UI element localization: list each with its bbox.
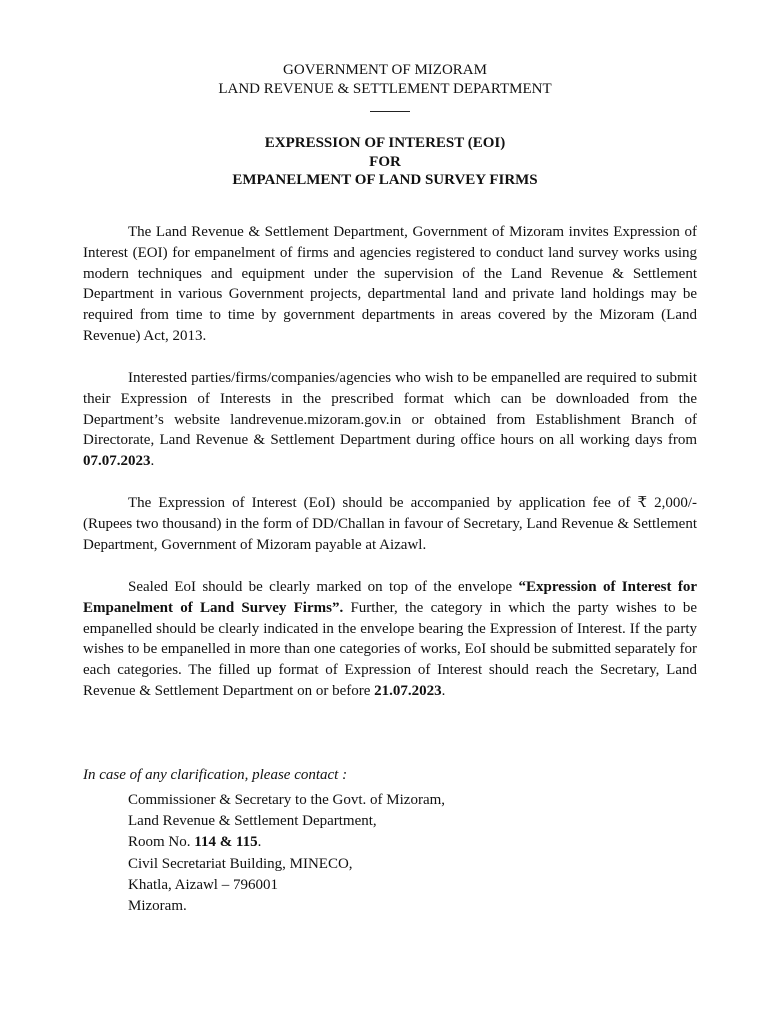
paragraph-submission-text: Interested parties/firms/companies/agencies who wish to be empanelled are required to submit their Expression of Interests in the prescribed format which can be downloaded from the Department’s website landrevenue.mizoram.gov.in or obtained from Establishment Branch of Directorate, Land Revenue & Settlement Department during office hours on all working days from	[83, 370, 697, 449]
address-line-building: Civil Secretariat Building, MINECO,	[128, 855, 353, 872]
title-empanelment: EMPANELMENT OF LAND SURVEY FIRMS	[232, 172, 538, 188]
envelope-marking: “Expression of Interest for Empanelment of Land Survey Firms”.	[83, 579, 698, 616]
paragraph-submission	[83, 368, 697, 472]
title-for: FOR	[369, 154, 401, 170]
paragraph-fee: The Expression of Interest (EoI) should be accompanied by application fee of ₹ 2,000/- (Rupees two thousand) in the form of DD/Challan in favour of Secretary, Land Revenue & Settlement Department, Government of Mizoram payable at Aizawl.	[83, 495, 697, 553]
paragraph-sealed-end: .	[441, 682, 446, 699]
address-line-office: Commissioner & Secretary to the Govt. of Mizoram,	[128, 792, 446, 808]
header-divider	[370, 111, 410, 112]
paragraph-submission-end: .	[150, 453, 155, 470]
paragraph-sealed-eoi	[83, 577, 697, 702]
contact-address	[128, 790, 445, 917]
deadline-date: 21.07.2023	[374, 682, 442, 699]
room-prefix: Room No.	[128, 834, 195, 851]
paragraph-sealed-mid: Further, the category in which the party wishes to be empanelled should be clearly indicated in the envelope bearing the Expression of Interest. If the party wishes to be empanelled in more than one categories of works, EoI should be submitted separately for each categories. The filled up format of Expression of Interest should reach the Secretary, Land Revenue & Settlement Department on or before	[83, 599, 697, 699]
room-numbers: 114 & 115	[194, 834, 258, 851]
paragraph-invitation: The Land Revenue & Settlement Department, Government of Mizoram invites Expression of Interest (EOI) for empanelment of firms and agencies registered to conduct land survey works using modern techniques and equipment under the supervision of the Land Revenue & Settlement Department in various Government projects, departmental land and private land holdings may be required from time to time by government departments in areas covered by the Mizoram (Land Revenue) Act, 2013.	[83, 224, 697, 344]
title-eoi: EXPRESSION OF INTEREST (EOI)	[264, 135, 506, 151]
address-line-room	[128, 832, 445, 853]
address-line-department: Land Revenue & Settlement Department,	[128, 813, 377, 830]
contact-lead: In case of any clarification, please contact :	[83, 767, 348, 783]
address-line-state: Mizoram.	[128, 898, 187, 915]
address-line-city: Khatla, Aizawl – 796001	[128, 876, 278, 893]
start-date: 07.07.2023	[83, 453, 151, 470]
header-government: GOVERNMENT OF MIZORAM	[283, 62, 487, 78]
paragraph-sealed-start: Sealed EoI should be clearly marked on top of the envelope	[128, 579, 519, 595]
room-suffix: .	[257, 834, 262, 851]
header-department: LAND REVENUE & SETTLEMENT DEPARTMENT	[218, 81, 552, 97]
